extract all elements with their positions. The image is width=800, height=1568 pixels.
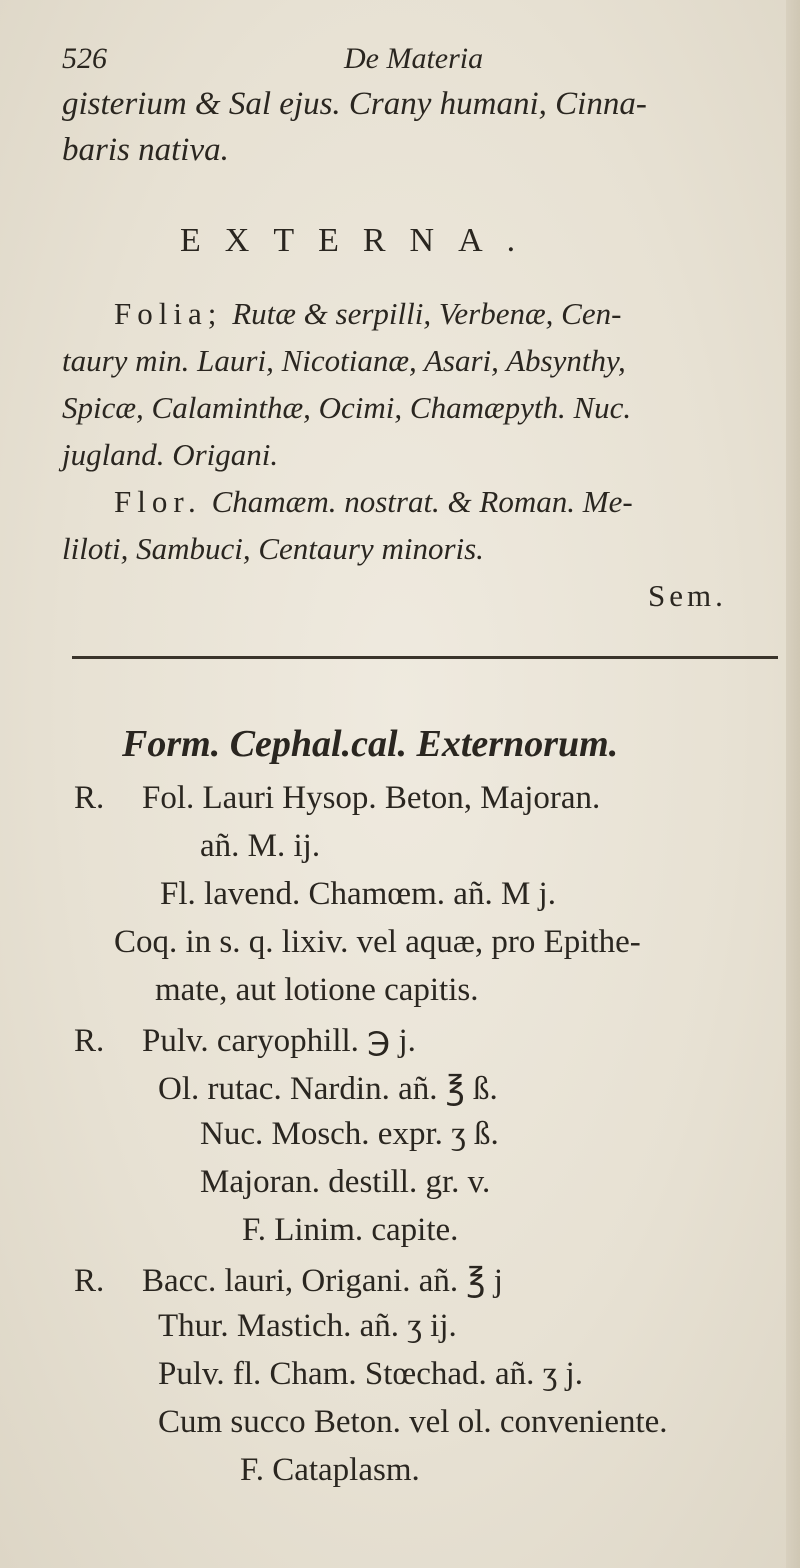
- section-rule: [72, 656, 778, 659]
- recipe-1-line-1: [74, 780, 600, 817]
- flor-line-2: liloti, Sambuci, Centaury minoris.: [62, 531, 484, 566]
- flor-label: Flor.: [114, 484, 202, 519]
- recipe-1-line-4: Coq. in s. q. lixiv. vel aquæ, pro Epithe-: [114, 924, 641, 960]
- sem-label: Sem.: [648, 578, 727, 613]
- intro-line-2: baris nativa.: [62, 132, 229, 168]
- recipe-3-text-1: Bacc. lauri, Origani. añ. ℥ j: [142, 1263, 503, 1299]
- recipe-2-line-4: Majoran. destill. gr. v.: [200, 1164, 491, 1200]
- recipe-1-text-1: Fol. Lauri Hysop. Beton, Majoran.: [142, 780, 601, 816]
- recipe-3-line-1: [74, 1260, 503, 1300]
- recipe-2-text-1: Pulv. caryophill. ℈ j.: [142, 1023, 416, 1059]
- running-title: De Materia: [344, 42, 484, 75]
- flor-line-1: [114, 484, 633, 520]
- recipe-3-line-3: Pulv. fl. Cham. Stœchad. añ. ʒ j.: [158, 1356, 583, 1392]
- externa-heading: EXTERNA.: [180, 222, 540, 259]
- recipe-1-line-3: Fl. lavend. Chamœm. añ. M j.: [160, 876, 556, 912]
- folia-label: Folia;: [114, 296, 223, 331]
- recipe-2-label: R.: [74, 1023, 105, 1059]
- recipe-1-line-2: añ. M. ij.: [200, 828, 321, 864]
- folia-text-1: Rutæ & serpilli, Verbenæ, Cen-: [232, 296, 622, 331]
- recipe-3-label: R.: [74, 1263, 105, 1299]
- recipe-1-line-5: mate, aut lotione capitis.: [155, 972, 479, 1008]
- formula-title: Form. Cephal.cal. Externorum.: [122, 723, 619, 765]
- recipe-3-line-2: Thur. Mastich. añ. ʒ ij.: [158, 1308, 457, 1344]
- folia-line-2: taury min. Lauri, Nicotianæ, Asari, Absynthy,: [62, 343, 626, 378]
- recipe-3-line-4: Cum succo Beton. vel ol. conveniente.: [158, 1404, 668, 1440]
- flor-text-1: Chamæm. nostrat. & Roman. Me-: [211, 484, 633, 519]
- recipe-2-line-2: Ol. rutac. Nardin. añ. ℥ ß.: [158, 1071, 498, 1107]
- folia-line-1: [114, 296, 621, 332]
- folia-line-3: Spicæ, Calaminthæ, Ocimi, Chamæpyth. Nuc.: [62, 390, 632, 425]
- recipe-2-line-5: F. Linim. capite.: [242, 1212, 459, 1248]
- folia-line-4: jugland. Origani.: [62, 437, 279, 472]
- intro-line-1: gisterium & Sal ejus. Crany humani, Cinna-: [62, 86, 647, 122]
- recipe-3-line-5: F. Cataplasm.: [240, 1452, 420, 1488]
- recipe-2-line-1: [74, 1020, 416, 1060]
- page-number: 526: [62, 42, 107, 75]
- recipe-1-label: R.: [74, 780, 105, 816]
- page-edge: [786, 0, 800, 1568]
- recipe-2-line-3: Nuc. Mosch. expr. ʒ ß.: [200, 1116, 499, 1152]
